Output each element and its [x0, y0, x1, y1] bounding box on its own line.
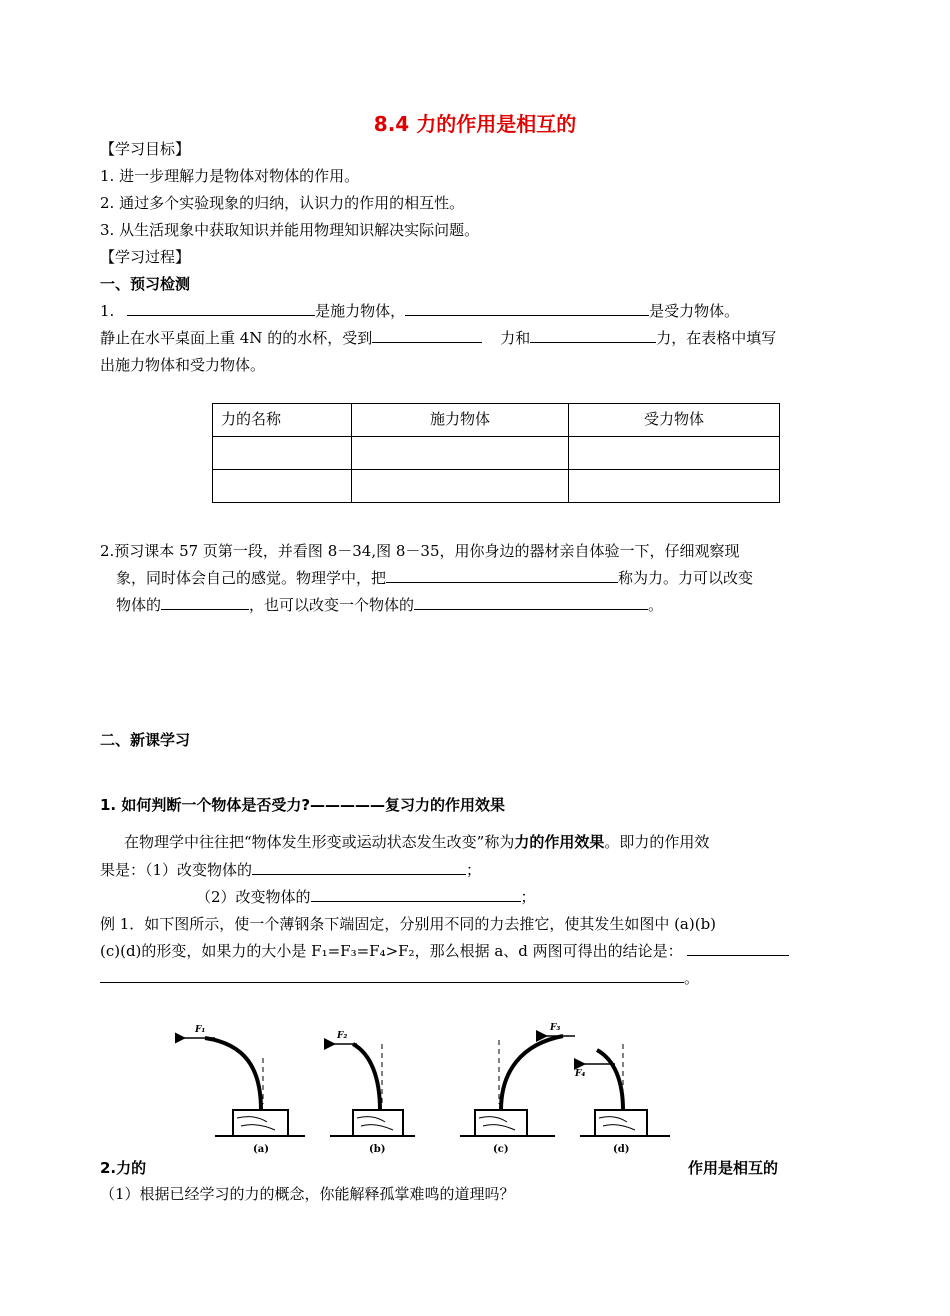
- q1-line2-text-a: 静止在水平桌面上重 4N 的的水杯，受到: [100, 329, 373, 347]
- q2-line2-text-a: 象，同时体会自己的感觉。物理学中，把: [116, 569, 387, 587]
- answer-blank[interactable]: [405, 301, 649, 316]
- answer-blank[interactable]: [161, 595, 249, 610]
- q1-line1: [100, 300, 739, 321]
- q1-line2-text-b: 力和: [500, 329, 531, 347]
- q1-line3: 出施力物体和受力物体。: [100, 356, 266, 374]
- example-line2: [100, 940, 789, 961]
- answer-blank[interactable]: [530, 328, 656, 343]
- force-label: F₃: [550, 1023, 561, 1033]
- q2-line1: 2.预习课本 57 页第一段，并看图 8－34,图 8－35，用你身边的器材亲自体验一下，仔细观察现: [100, 542, 740, 560]
- para-line2-text: 果是：（1）改变物体的: [100, 861, 253, 879]
- para-bold-term: 力的作用效果: [514, 833, 605, 851]
- table-cell[interactable]: [213, 437, 352, 470]
- q2-heading-left: 2.力的: [100, 1159, 147, 1177]
- fig-c: [475, 1036, 575, 1136]
- para-line3: [196, 886, 536, 907]
- q1-number: 1.: [100, 302, 115, 320]
- example-line2-text: (c)(d)的形变，如果力的大小是 F₁=F₃=F₄>F₂，那么根据 a、d 两图可得出的结论是：: [100, 942, 683, 960]
- force-label: F₄: [575, 1069, 586, 1079]
- q2-line3-text-c: 。: [648, 596, 664, 614]
- example-line3-end: 。: [684, 969, 700, 987]
- force-label: F₁: [195, 1025, 206, 1035]
- answer-blank[interactable]: [252, 860, 466, 875]
- fig-label: (d): [613, 1144, 630, 1155]
- section2-q1-heading: 1. 如何判断一个物体是否受力?—————复习力的作用效果: [100, 796, 506, 814]
- table-row: [213, 470, 780, 503]
- table-row: [213, 437, 780, 470]
- fig-a: [183, 1038, 288, 1136]
- table-cell[interactable]: [213, 470, 352, 503]
- force-table: [212, 403, 780, 503]
- q2-line3: [116, 594, 663, 615]
- answer-blank[interactable]: [687, 941, 789, 956]
- table-header: 施力物体: [352, 404, 569, 437]
- goal-item: 1. 进一步理解力是物体对物体的作用。: [100, 167, 360, 185]
- para-text-a: 在物理学中往往把“物体发生形变或运动状态发生改变”称为: [124, 833, 515, 851]
- process-heading: 【学习过程】: [100, 248, 191, 266]
- table-cell[interactable]: [569, 437, 780, 470]
- table-cell[interactable]: [569, 470, 780, 503]
- fig-b: [333, 1044, 403, 1136]
- fig-label: (c): [493, 1144, 509, 1155]
- table-header-row: [213, 404, 780, 437]
- section1-heading: 一、预习检测: [100, 275, 191, 293]
- q2-line3-text-b: ，也可以改变一个物体的: [249, 596, 415, 614]
- q1-line2: [100, 327, 776, 348]
- fig-label: (b): [369, 1144, 386, 1155]
- page-title: 8.4 力的作用是相互的: [373, 112, 577, 136]
- q2-line3-text-a: 物体的: [116, 596, 162, 614]
- goals-heading: 【学习目标】: [100, 140, 191, 158]
- answer-blank[interactable]: [414, 595, 648, 610]
- goal-item: 3. 从生活现象中获取知识并能用物理知识解决实际问题。: [100, 221, 480, 239]
- q1-line2-text-c: 力，在表格中填写: [656, 329, 777, 347]
- para-text-b: 。即力的作用效: [604, 833, 710, 851]
- fig-label: (a): [253, 1144, 269, 1155]
- answer-blank[interactable]: [386, 568, 618, 583]
- answer-blank[interactable]: [100, 968, 684, 983]
- section2-heading: 二、新课学习: [100, 731, 191, 749]
- table-cell[interactable]: [352, 470, 569, 503]
- q2-heading-right: 作用是相互的: [688, 1159, 779, 1177]
- q1-text-b: 是受力物体。: [649, 302, 740, 320]
- answer-blank[interactable]: [372, 328, 482, 343]
- steel-strip-figure: [175, 1018, 695, 1160]
- fig-d: [583, 1044, 647, 1136]
- table-header: 受力物体: [569, 404, 780, 437]
- table-header: 力的名称: [213, 404, 352, 437]
- example-line3: [100, 967, 699, 988]
- para-line2: [100, 859, 481, 880]
- para-line3-end: ；: [520, 888, 536, 906]
- table-cell[interactable]: [352, 437, 569, 470]
- q1-text-a: 是施力物体，: [315, 302, 406, 320]
- para-line2-end: ；: [466, 861, 482, 879]
- para-line3-text: （2）改变物体的: [196, 888, 311, 906]
- q2-subquestion: （1）根据已经学习的力的概念，你能解释孤掌难鸣的道理吗？: [100, 1185, 515, 1203]
- q2-line2-text-b: 称为力。力可以改变: [618, 569, 754, 587]
- answer-blank[interactable]: [311, 887, 521, 902]
- example-line1: 例 1．如下图所示，使一个薄钢条下端固定，分别用不同的力去推它，使其发生如图中 (a)(b): [100, 915, 717, 933]
- q2-line2: [116, 567, 753, 588]
- para-line1: [124, 831, 709, 852]
- answer-blank[interactable]: [127, 301, 315, 316]
- goal-item: 2. 通过多个实验现象的归纳，认识力的作用的相互性。: [100, 194, 465, 212]
- force-label: F₂: [337, 1031, 348, 1041]
